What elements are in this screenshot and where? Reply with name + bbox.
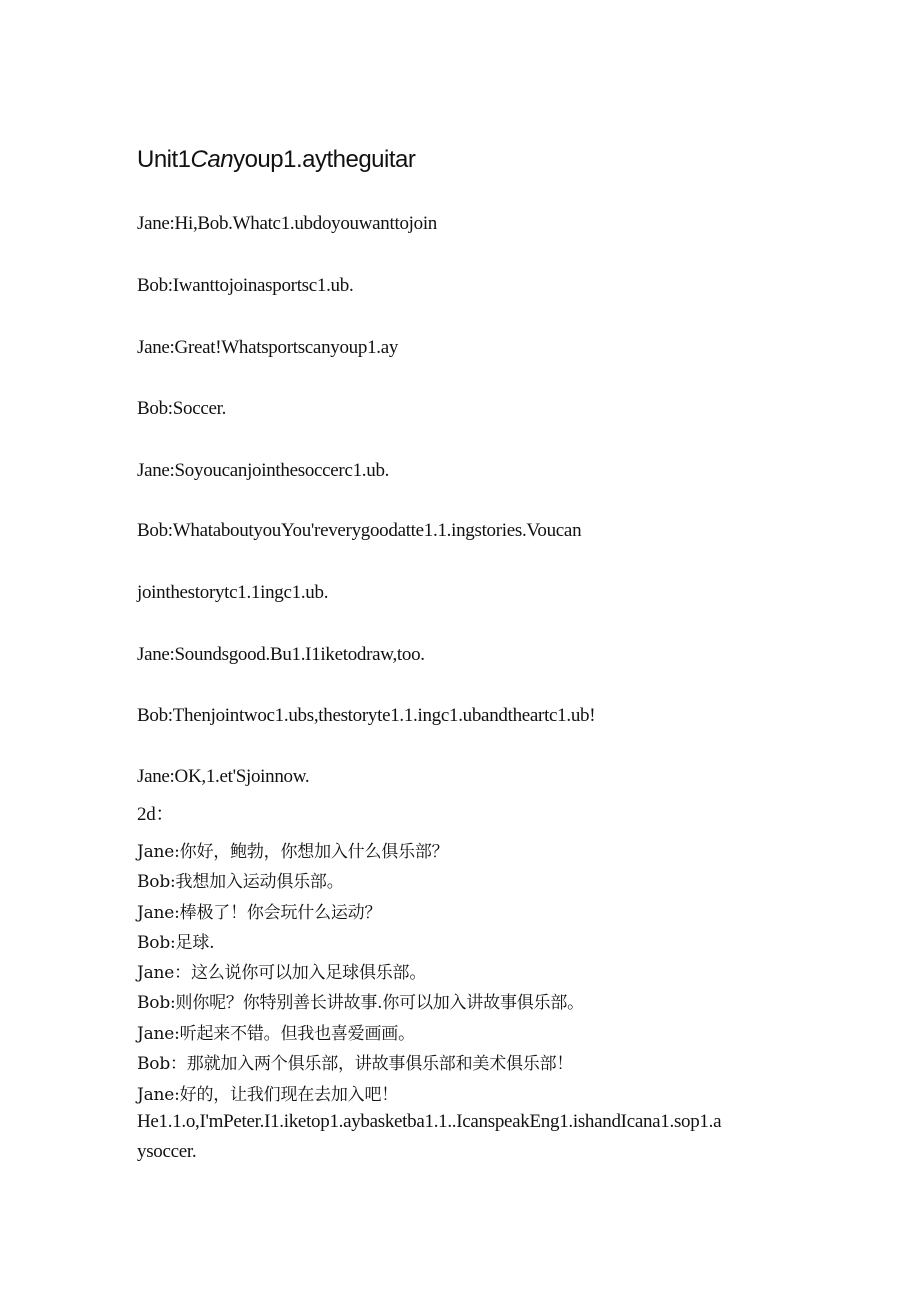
dialogue-line: Bob:Soccer. [137, 398, 227, 419]
dialogue-line: Bob:Iwanttojoinasportsc1.ub. [137, 275, 354, 296]
unit-title [137, 146, 415, 174]
title-part2: Can [190, 146, 234, 173]
dialogue-translation-line: Jane：这么说你可以加入足球俱乐部。 [137, 963, 427, 983]
dialogue-line: Jane:OK,1.et'Sjoinnow. [137, 766, 310, 787]
dialogue-line: Bob:Thenjointwoc1.ubs,thestoryte1.1.ingc1.ubandtheartc1.ub! [137, 705, 596, 726]
paragraph-line-1: He1.1.o,I'mPeter.I1.iketop1.aybasketba1.1..IcanspeakEng1.ishandIcana1.sop1.a [137, 1111, 722, 1132]
dialogue-translation-line: Bob：那就加入两个俱乐部，讲故事俱乐部和美术俱乐部！ [137, 1054, 574, 1074]
title-part3: youp1.aytheguitar [233, 146, 416, 173]
dialogue-line: Jane:Soyoucanjointhesoccerc1.ub. [137, 460, 390, 481]
dialogue-line: Bob:WhataboutyouYou'reverygoodatte1.1.ingstories.Voucan [137, 520, 582, 541]
dialogue-line: Jane:Soundsgood.Bu1.I1iketodraw,too. [137, 644, 425, 665]
dialogue-line: Jane:Hi,Bob.Whatc1.ubdoyouwanttojoin [137, 213, 438, 234]
title-part1: Unit1 [137, 146, 191, 173]
dialogue-translation-line: Jane:棒极了！你会玩什么运动？ [137, 903, 382, 923]
dialogue-line: jointhestorytc1.1ingc1.ub. [137, 582, 329, 603]
paragraph-line-2: ysoccer. [137, 1141, 197, 1162]
dialogue-translation-line: Bob:我想加入运动俱乐部。 [137, 872, 344, 892]
dialogue-translation-line: Jane:听起来不错。但我也喜爱画画。 [137, 1024, 415, 1044]
dialogue-translation-line: Jane:好的，让我们现在去加入吧！ [137, 1085, 399, 1105]
dialogue-translation-line: Bob:足球. [137, 933, 215, 953]
dialogue-translation-line: Jane:你好，鲍勃，你想加入什么俱乐部？ [137, 842, 449, 862]
dialogue-line: Jane:Great!Whatsportscanyoup1.ay [137, 337, 399, 358]
section-label: 2d： [137, 804, 175, 825]
dialogue-translation-line: Bob:则你呢？你特别善长讲故事.你可以加入讲故事俱乐部。 [137, 993, 584, 1013]
